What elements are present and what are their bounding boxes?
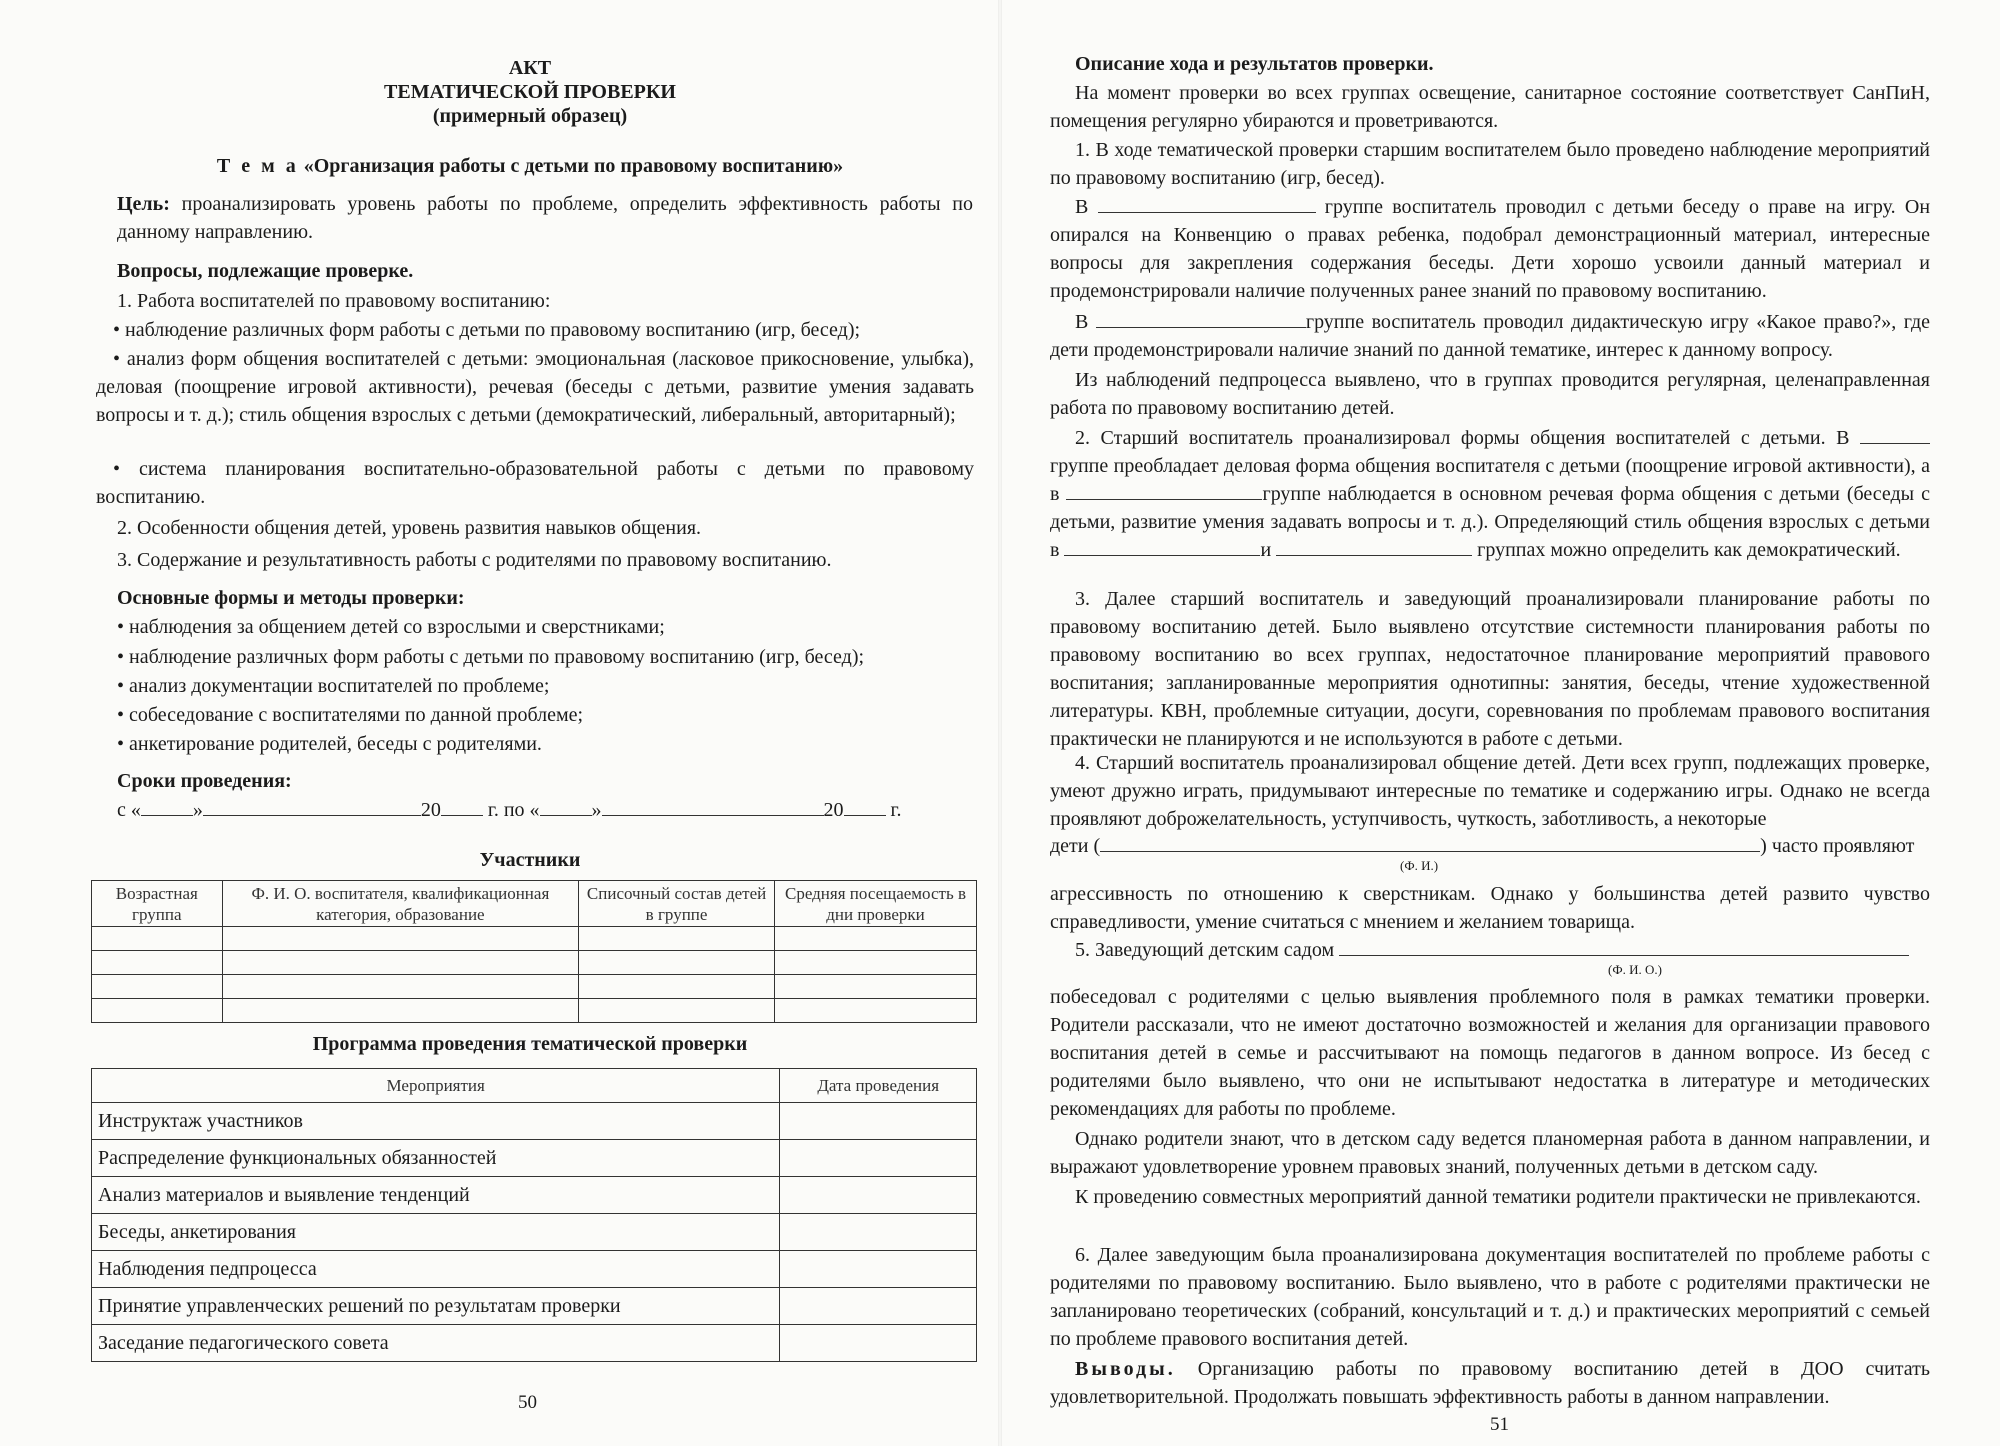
dates-line: с « » 20 г. по « » 20 г. (117, 799, 902, 821)
act-title: АКТ (508, 57, 552, 79)
col-header: Дата проведения (780, 1069, 977, 1103)
program-table (91, 1068, 977, 1362)
table-row (92, 1103, 977, 1140)
paragraph: 3. Далее старший воспитатель и заведующий проанализировали планирование работы по правовому воспитанию детей. Было выявлено отсутствие системности планирования работы по правовому воспитанию во всех группах, недостаточное планирование мероприятий правового воспитания; запланированные мероприятия однотипны: занятия, беседы, чтение художественной литературы. КВН, проблемные ситуации, досуги, соревнования по проблемам правового воспитания практически не планируются и не используются в работе с детьми. (1050, 588, 1930, 750)
participants-table (91, 880, 977, 1023)
paragraph: К проведению совместных мероприятий данной тематики родители практически не привлекаются. (1075, 1186, 1921, 1208)
group-blank[interactable] (1860, 425, 1930, 444)
date-cell[interactable] (780, 1140, 977, 1177)
table-cell[interactable] (774, 951, 976, 975)
group-blank[interactable] (1064, 537, 1260, 556)
q1-bullet-3: • система планирования воспитательно-образовательной работы с детьми по правовому воспитанию. (96, 458, 974, 508)
program-item: Беседы, анкетирования (92, 1214, 780, 1251)
program-item: Распределение функциональных обязанностей (92, 1140, 780, 1177)
act-subtitle: ТЕМАТИЧЕСКОЙ ПРОВЕРКИ (384, 81, 676, 103)
table-row (92, 1325, 977, 1362)
date-month-blank[interactable] (602, 797, 824, 816)
col-header: Средняя посещаемость в дни проверки (774, 881, 976, 927)
program-item: Принятие управленческих решений по результатам проверки (92, 1288, 780, 1325)
paragraph: На момент проверки во всех группах освещение, санитарное состояние соответствует СанПиН, помещения регулярно убираются и проветриваются. (1050, 82, 1930, 132)
date-cell[interactable] (780, 1214, 977, 1251)
col-header: Мероприятия (92, 1069, 780, 1103)
date-cell[interactable] (780, 1288, 977, 1325)
paragraph: Однако родители знают, что в детском саду ведется планомерная работа в данном направлении, и выражают удовлетворение уровнем правовых знаний, полученных детьми в детском саду. (1050, 1128, 1930, 1178)
paragraph: 4. Старший воспитатель проанализировал общение детей. Дети всех групп, подлежащих проверке, умеют дружно играть, придумывают интересные по тематике и содержанию игры. Однако не всегда проявляют доброжелательность, уступчивость, чуткость, заботливость, а некоторые (1050, 752, 1930, 830)
col-header: Списочный состав детей в группе (579, 881, 775, 927)
paragraph: 6. Далее заведующим была проанализирована документация воспитателей по проблеме работы с родителями по правовому воспитанию. Было выявлено, что в работе с родителями практически не запланировано теоретических (собраний, консультаций и т. д.) и практических мероприятий с семьей по проблеме правового воспитания детей. (1050, 1244, 1930, 1350)
q1-bullet-1: • наблюдение различных форм работы с детьми по правовому воспитанию (игр, бесед); (113, 319, 861, 341)
table-row (92, 927, 977, 951)
group-blank[interactable] (1098, 194, 1316, 213)
table-cell[interactable] (579, 999, 775, 1023)
table-row (92, 1140, 977, 1177)
col-header: Возрастная группа (92, 881, 223, 927)
right-page (1000, 0, 2000, 1446)
date-day-blank[interactable] (540, 797, 592, 816)
page-number: 50 (518, 1392, 537, 1413)
table-cell[interactable] (222, 999, 579, 1023)
participants-header-row (92, 881, 977, 927)
group-blank[interactable] (1276, 537, 1472, 556)
fio-caption: (Ф. И.) (1400, 858, 1439, 873)
program-item: Анализ материалов и выявление тенденций (92, 1177, 780, 1214)
table-row (92, 1288, 977, 1325)
table-cell[interactable] (222, 951, 579, 975)
table-row (92, 1214, 977, 1251)
paragraph: В группе воспитатель проводил дидактическую игру «Какое право?», где дети продемонстрировали наличие знаний по данной тематике, интерес к данному вопросу. (1050, 311, 1931, 361)
q1-bullet-2: • анализ форм общения воспитателей с детьми: эмоциональная (ласковое прикосновение, улыбка), деловая (поощрение игровой активности), речевая (беседы с детьми, развитие умения задавать вопросы и т. д.); стиль общения взрослых с детьми (демократический, либеральный, авторитарный); (96, 348, 974, 426)
program-heading: Программа проведения тематической проверки (312, 1033, 748, 1055)
dates-heading: Сроки проведения: (117, 770, 292, 792)
paragraph: побеседовал с родителями с целью выявления проблемного поля в рамках тематики проверки. Родители рассказали, что не имеют достаточно возможностей и желания для организации правового воспитания детей в семье и рассчитывают на помощь педагогов в данном вопросе. Из бесед с родителями было выявлено, что они не испытывают недостатка в литературе и методических рекомендациях для работы по проблеме. (1050, 986, 1930, 1120)
method-item: • анализ документации воспитателей по проблеме; (117, 675, 550, 697)
paragraph: агрессивность по отношению к сверстникам. Однако у большинства детей развито чувство справедливости, умение считаться с мнением и желанием товарища. (1050, 883, 1930, 933)
date-cell[interactable] (780, 1103, 977, 1140)
col-header: Ф. И. О. воспитателя, квалификационная категория, образование (222, 881, 579, 927)
page-number: 51 (1490, 1414, 1509, 1435)
table-row (92, 1251, 977, 1288)
table-cell[interactable] (222, 975, 579, 999)
act-sample: (примерный образец) (432, 105, 628, 127)
date-year-blank[interactable] (844, 797, 886, 816)
program-item: Заседание педагогического совета (92, 1325, 780, 1362)
table-cell[interactable] (774, 975, 976, 999)
conclusion-label: Выводы. (1075, 1358, 1176, 1380)
table-cell[interactable] (222, 927, 579, 951)
paragraph: Из наблюдений педпроцесса выявлено, что в группах проводится регулярная, целенаправленная работа по правовому воспитанию детей. (1050, 369, 1930, 419)
participants-heading: Участники (479, 849, 581, 871)
date-month-blank[interactable] (203, 797, 421, 816)
date-year-blank[interactable] (441, 797, 483, 816)
table-row (92, 951, 977, 975)
date-day-blank[interactable] (141, 797, 193, 816)
program-item: Инструктаж участников (92, 1103, 780, 1140)
program-header-row (92, 1069, 977, 1103)
goal-text: проанализировать уровень работы по проблеме, определить эффективность работы по данному направлению. (117, 193, 973, 243)
date-cell[interactable] (780, 1177, 977, 1214)
conclusion-text: Организацию работы по правовому воспитанию детей в ДОО считать удовлетворительной. Продолжать повышать эффективность работы в данном направлении. (1050, 1358, 1931, 1408)
table-cell[interactable] (579, 951, 775, 975)
table-row (92, 975, 977, 999)
table-cell[interactable] (774, 999, 976, 1023)
method-item: • наблюдения за общением детей со взрослыми и сверстниками; (117, 616, 665, 638)
question-3: 3. Содержание и результативность работы с родителями по правовому воспитанию. (117, 549, 832, 571)
paragraph: 1. В ходе тематической проверки старшим воспитателем было проведено наблюдение мероприятий по правовому воспитанию (игр, бесед). (1050, 139, 1930, 189)
methods-heading: Основные формы и методы проверки: (117, 587, 465, 609)
date-cell[interactable] (780, 1251, 977, 1288)
head-fio-line: 5. Заведующий детским садом (1050, 936, 1930, 964)
questions-heading: Вопросы, подлежащие проверке. (117, 260, 414, 282)
question-1: 1. Работа воспитателей по правовому воспитанию: (117, 290, 551, 312)
method-item: • анкетирование родителей, беседы с родителями. (117, 733, 542, 755)
results-heading: Описание хода и результатов проверки. (1075, 53, 1434, 75)
group-blank[interactable] (1066, 481, 1262, 500)
table-cell[interactable] (774, 927, 976, 951)
table-row (92, 1177, 977, 1214)
group-blank[interactable] (1096, 309, 1306, 328)
theme-text: «Организация работы с детьми по правовому воспитанию» (303, 155, 844, 177)
program-item: Наблюдения педпроцесса (92, 1251, 780, 1288)
head-fio-blank[interactable] (1339, 937, 1909, 956)
theme-label: Т е м а (216, 155, 299, 177)
table-row (92, 999, 977, 1023)
children-fio-line: дети ( ) часто проявляют (1050, 835, 1915, 857)
table-cell[interactable] (92, 999, 223, 1023)
children-fio-blank[interactable] (1100, 833, 1760, 852)
fio-caption: (Ф. И. О.) (1608, 962, 1662, 977)
date-cell[interactable] (780, 1325, 977, 1362)
method-item: • наблюдение различных форм работы с детьми по правовому воспитанию (игр, бесед); (117, 646, 865, 668)
goal-paragraph (117, 190, 973, 246)
theme-line (100, 152, 960, 180)
conclusion-paragraph (1050, 1355, 1930, 1411)
table-cell[interactable] (92, 927, 223, 951)
table-cell[interactable] (92, 975, 223, 999)
question-2: 2. Особенности общения детей, уровень развития навыков общения. (117, 517, 702, 539)
table-cell[interactable] (92, 951, 223, 975)
table-cell[interactable] (579, 975, 775, 999)
paragraph: В группе воспитатель проводил с детьми беседу о праве на игру. Он опирался на Конвенцию о правах ребенка, подобрал демонстрационный материал, интересные вопросы для закрепления содержания беседы. Дети хорошо усвоили данный материал и продемонстрировали наличие полученных ранее знаний по правовому воспитанию. (1050, 196, 1931, 302)
table-cell[interactable] (579, 927, 775, 951)
method-item: • собеседование с воспитателями по данной проблеме; (117, 704, 584, 726)
paragraph: 2. Старший воспитатель проанализировал формы общения воспитателей с детьми. В группе преобладает деловая форма общения воспитателя с детьми (поощрение игровой активности), а в группе наблюдается в основном речевая форма общения с детьми (беседы с детьми, развитие умения задавать вопросы и т. д.). Определяющий стиль общения взрослых с детьми в и группах можно определить как демократический. (1050, 427, 1931, 561)
goal-label: Цель: (117, 193, 170, 215)
